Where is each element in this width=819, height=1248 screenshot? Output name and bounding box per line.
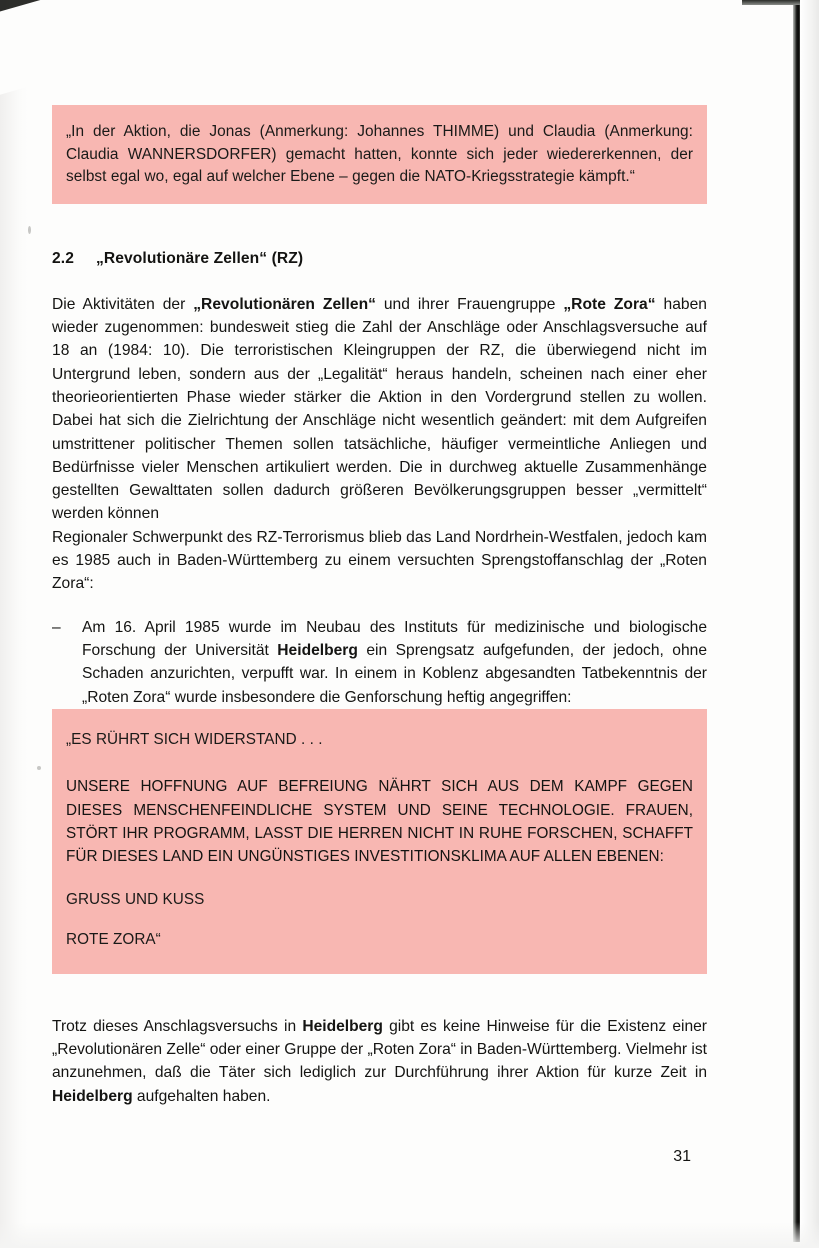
bullet-text-a: Am 16. April 1985 wurde im Neubau des Instituts für medizinische und biologische Forschung der Universität <box>82 618 707 659</box>
bullet-text-b: ein Sprengsatz aufgefunden, der jedoch, ohne Schaden anzurichten, verpufft war. In einem in Koblenz abgesandten Tatbekenntnis der „Roten Zora“ wurde insbesondere die Genforschung heftig angegriffen: <box>82 641 707 706</box>
p1-text-c: haben wieder zugenommen: bundesweit stieg die Zahl der Anschläge oder Anschlagsversuche auf 18 an (1984: 10). Die terroristischen Kleingruppen der RZ, die überwiegend nicht im Untergrund leben, sondern aus der „Legalität“ heraus handeln, scheinen nach einer eher theorieorientierten Phase wieder stärker die Aktion in den Vordergrund stellen zu wollen. Dabei hat sich die Zielrichtung der Anschläge nicht wesentlich geändert: mit dem Aufgreifen umstrittener politischer Themen sollen tatsächliche, häufiger vermeintliche Anliegen und Bedürfnisse vieler Menschen artikuliert werden. Die in durchweg aktuelle Zusammenhänge gestellten Gewalttaten sollen dadurch größeren Bevölkerungsgruppen besser „vermittelt“ werden können <box>52 295 708 523</box>
bullet-bold-heidelberg: Heidelberg <box>277 641 358 659</box>
scan-speck <box>37 766 41 770</box>
closing-bold-heidelberg-1: Heidelberg <box>302 1017 383 1035</box>
page-bottom-shading <box>0 1222 819 1248</box>
section-title: „Revolutionäre Zellen“ (RZ) <box>96 249 304 267</box>
quote-2-group-name: ROTE ZORA“ <box>66 931 161 949</box>
page-spine-edge <box>793 0 800 1242</box>
quote-highlight-box-2 <box>52 709 707 974</box>
p1-bold-zora: „Rote Zora“ <box>563 295 656 313</box>
page-number: 31 <box>673 1147 691 1165</box>
page-left-shading <box>0 0 28 1248</box>
closing-text-a: Trotz dieses Anschlagsversuchs in <box>52 1017 303 1035</box>
dash-bullet-list <box>52 616 707 709</box>
p1-bold-rz: „Revolutionären Zellen“ <box>193 295 376 313</box>
page-title <box>52 249 707 269</box>
p1-text-b: und ihrer Frauengruppe <box>375 295 564 313</box>
quote-highlight-box-1 <box>52 105 707 204</box>
page-outer-margin <box>800 0 819 1248</box>
closing-text-c: aufgehalten haben. <box>132 1087 271 1105</box>
section-number: 2.2 <box>52 249 74 267</box>
body-paragraph-1 <box>52 293 707 526</box>
closing-bold-heidelberg-2: Heidelberg <box>52 1087 133 1105</box>
body-paragraph-2: Regionaler Schwerpunkt des RZ-Terrorismus blieb das Land Nordrhein-Westfalen, jedoch kam es 1985 auch in Baden-Württemberg zu einem versuchten Sprengstoffanschlag der „Roten Zora“: <box>52 528 707 593</box>
list-item-text <box>82 616 707 709</box>
closing-text-b: gibt es keine Hinweise für die Existenz einer „Revolutionären Zelle“ oder einer Gruppe der „Roten Zora“ in Baden-Württemberg. Vielmehr ist anzunehmen, daß die Täter sich lediglich zur Durchführung ihrer Aktion für kurze Zeit in <box>52 1017 708 1082</box>
list-item <box>52 616 707 709</box>
quote-2-headline: „ES RÜHRT SICH WIDERSTAND . . . <box>66 730 323 748</box>
quote-2-signature: GRUSS UND KUSS <box>66 890 205 908</box>
p1-text-a: Die Aktivitäten der <box>52 295 194 313</box>
dash-marker-icon: – <box>52 618 61 636</box>
closing-paragraph <box>52 1015 707 1108</box>
quote-2-body: UNSERE HOFFNUNG AUF BEFREIUNG NÄHRT SICH AUS DEM KAMPF GEGEN DIESES MENSCHENFEINDLICHE SYSTEM UND SEINE TECHNOLOGIE. FRAUEN, STÖRT IHR PROGRAMM, LASST DIE HERREN NICHT IN RUHE FORSCHEN, SCHAFFT FÜR DIESES LAND EIN UNGÜNSTIGES INVESTITIONSKLIMA AUF ALLEN EBENEN: <box>66 778 693 866</box>
page-top-edge <box>742 0 800 5</box>
scan-speck <box>28 226 31 234</box>
document-content-column <box>52 105 707 1166</box>
quote-1-text: „In der Aktion, die Jonas (Anmerkung: Johannes THIMME) und Claudia (Anmerkung: Claudia WANNERSDORFER) gemacht hatten, konnte sich jeder wiedererkennen, der selbst egal wo, egal auf welcher Ebene – gegen die NATO-Kriegsstrategie kämpft.“ <box>66 123 693 186</box>
